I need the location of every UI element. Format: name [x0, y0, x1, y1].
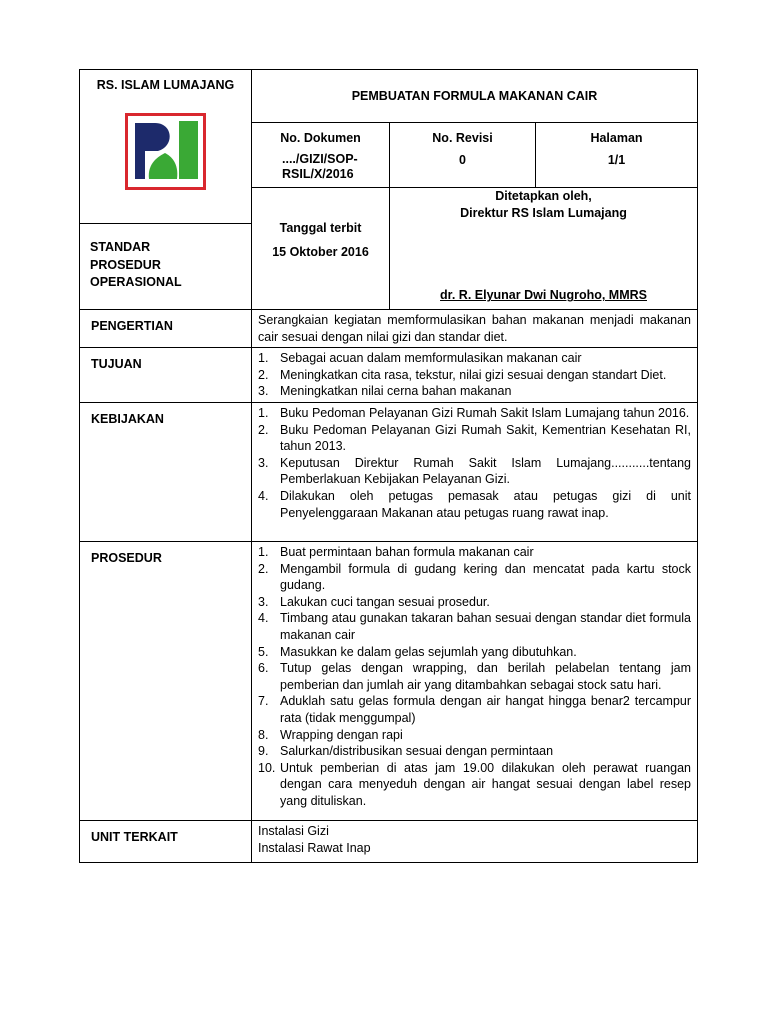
kebijakan-list — [258, 405, 691, 521]
list-item-text: Wrapping dengan rapi — [280, 727, 403, 742]
list-item — [258, 561, 691, 594]
list-item — [258, 422, 691, 455]
list-item — [258, 610, 691, 643]
list-item-number: 6. — [258, 661, 269, 676]
tujuan-content — [252, 348, 698, 403]
list-item-number: 2. — [258, 561, 269, 576]
list-item-text: Timbang atau gunakan takaran bahan sesuai dengan standar diet formula makanan cair — [280, 611, 692, 642]
list-item-text: Buat permintaan bahan formula makanan cair — [280, 545, 534, 559]
page-cell — [536, 123, 698, 188]
list-item — [258, 488, 691, 521]
list-item-text: Untuk pemberian di atas jam 19.00 dilakukan oleh perawat ruangan dengan cara menyeduh dengan air hangat sesuai dengan label resep yang dituliskan. — [280, 760, 692, 808]
list-item-number: 2. — [258, 367, 269, 382]
unit-terkait-label: UNIT TERKAIT — [80, 821, 252, 863]
unit-terkait-line: Instalasi Gizi — [258, 824, 329, 838]
doc-number-cell — [252, 123, 390, 188]
prosedur-list — [258, 544, 691, 810]
list-item-number: 8. — [258, 727, 269, 742]
revision-cell — [390, 123, 536, 188]
sop-document — [79, 69, 697, 863]
list-item — [258, 455, 691, 488]
kebijakan-content — [252, 403, 698, 542]
tujuan-label: TUJUAN — [80, 348, 252, 403]
list-item-number: 1. — [258, 351, 269, 365]
list-item-number: 5. — [258, 644, 269, 659]
unit-terkait-line: Instalasi Rawat Inap — [258, 840, 371, 855]
list-item — [258, 350, 691, 367]
list-item — [258, 367, 691, 384]
list-item — [258, 660, 691, 693]
list-item — [258, 644, 691, 661]
list-item-number: 1. — [258, 545, 269, 559]
list-item — [258, 405, 691, 422]
list-item — [258, 544, 691, 561]
document-title: PEMBUATAN FORMULA MAKANAN CAIR — [252, 70, 698, 123]
list-item-text: Dilakukan oleh petugas pemasak atau petugas gizi di unit Penyelenggaraan Makanan atau petugas ruang rawat inap. — [280, 488, 692, 520]
list-item-number: 9. — [258, 744, 269, 759]
list-item-text: Buku Pedoman Pelayanan Gizi Rumah Sakit Islam Lumajang tahun 2016. — [280, 406, 690, 420]
list-item-text: Lakukan cuci tangan sesuai prosedur. — [280, 594, 490, 609]
list-item-text: Sebagai acuan dalam memformulasikan makanan cair — [280, 351, 582, 365]
tujuan-list — [258, 350, 691, 400]
list-item-number: 7. — [258, 694, 269, 709]
list-item-text: Buku Pedoman Pelayanan Gizi Rumah Sakit, Kementrian Kesehatan RI, tahun 2013. — [280, 422, 692, 454]
approval-cell — [390, 188, 698, 310]
page-label: Halaman — [590, 131, 643, 145]
approval-position: Direktur RS Islam Lumajang — [460, 205, 627, 220]
doc-number-label: No. Dokumen — [280, 131, 361, 145]
list-item-text: Mengambil formula di gudang kering dan mencatat pada kartu stock gudang. — [280, 561, 692, 593]
list-item-number: 3. — [258, 455, 269, 470]
list-item-number: 10. — [258, 760, 276, 775]
list-item — [258, 693, 691, 726]
signatory-name: dr. R. Elyunar Dwi Nugroho, MMRS — [440, 288, 647, 303]
issue-date-cell — [252, 188, 390, 310]
list-item — [258, 383, 691, 400]
list-item-number: 1. — [258, 406, 269, 420]
kebijakan-label: KEBIJAKAN — [80, 403, 252, 542]
page-value: 1/1 — [607, 152, 626, 167]
list-item-text: Masukkan ke dalam gelas sejumlah yang dibutuhkan. — [280, 644, 577, 659]
list-item-text: Tutup gelas dengan wrapping, dan berilah pelabelan tentang jam pemberian dan jumlah air yang ditambahkan sebagai stock satu hari. — [280, 661, 692, 692]
list-item — [258, 594, 691, 611]
list-item — [258, 743, 691, 760]
sop-table — [79, 69, 698, 863]
revision-value: 0 — [459, 152, 466, 167]
pengertian-text: Serangkaian kegiatan memformulasikan bahan makanan menjadi makanan cair sesuai dengan nilai gizi dan standar diet. — [252, 310, 698, 348]
hospital-name: RS. ISLAM LUMAJANG — [96, 78, 235, 92]
list-item-text: Meningkatkan nilai cerna bahan makanan — [280, 384, 512, 399]
prosedur-label: PROSEDUR — [80, 542, 252, 821]
approval-label: Ditetapkan oleh, — [495, 189, 592, 203]
pengertian-label: PENGERTIAN — [80, 310, 252, 348]
list-item-number: 3. — [258, 594, 269, 609]
list-item — [258, 727, 691, 744]
sop-label-cell — [80, 224, 252, 310]
hospital-cell — [80, 70, 252, 224]
list-item-number: 2. — [258, 422, 269, 437]
list-item-text: Keputusan Direktur Rumah Sakit Islam Lumajang...........tentang Pemberlakuan Kebijakan Pelayanan Gizi. — [280, 455, 692, 487]
list-item-text: Aduklah satu gelas formula dengan air hangat hingga benar2 tercampur rata (tidak menggumpal) — [280, 694, 692, 725]
issue-date-label: Tanggal terbit — [279, 221, 362, 235]
revision-label: No. Revisi — [432, 131, 493, 145]
list-item-number: 4. — [258, 611, 269, 626]
unit-terkait-content — [252, 821, 698, 863]
list-item — [258, 760, 691, 810]
list-item-text: Meningkatkan cita rasa, tekstur, nilai gizi sesuai dengan standart Diet. — [280, 367, 667, 382]
issue-date-value: 15 Oktober 2016 — [272, 244, 369, 259]
prosedur-content — [252, 542, 698, 821]
sop-label: STANDAR PROSEDUR OPERASIONAL — [90, 240, 182, 289]
hospital-logo-icon — [125, 113, 206, 190]
doc-number-value: ..../GIZI/SOP-RSIL/X/2016 — [282, 151, 358, 181]
list-item-text: Salurkan/distribusikan sesuai dengan permintaan — [280, 744, 554, 759]
list-item-number: 3. — [258, 384, 269, 399]
list-item-number: 4. — [258, 488, 269, 503]
